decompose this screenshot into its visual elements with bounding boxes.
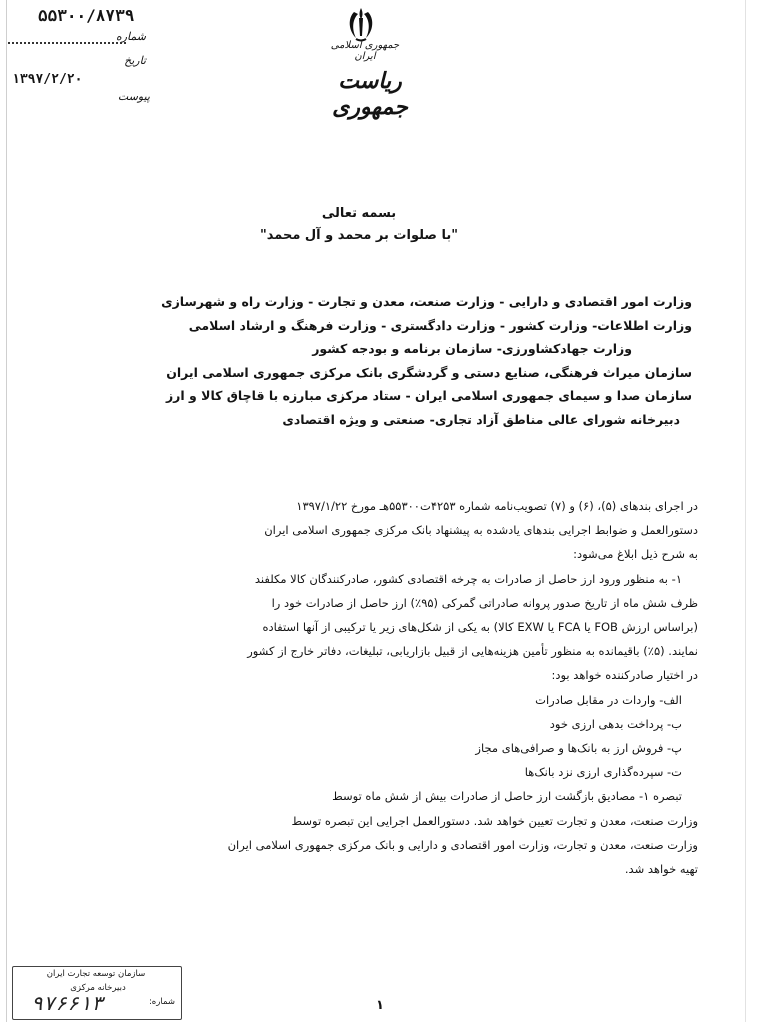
reference-attachment-label: پیوست (117, 90, 150, 103)
note-line: تبصره ۱- مصادیق بازگشت ارز حاصل از صادرات بیش از شش ماه توسط (332, 789, 682, 804)
recipient-line: دبیرخانه شورای عالی مناطق آزاد تجاری- صنعتی و ویژه اقتصادی (282, 411, 680, 427)
page-border-right (745, 0, 746, 1022)
option-line: الف- واردات در مقابل صادرات (535, 692, 682, 707)
reference-dotted-line (8, 42, 126, 44)
reference-number: ۵۵۳۰۰/۸۷۳۹ (38, 6, 135, 25)
option-line: پ- فروش ارز به بانک‌ها و صرافی‌های مجاز (475, 741, 682, 756)
option-line: ت- سپرده‌گذاری ارزی نزد بانک‌ها (524, 765, 682, 780)
page-border-left (6, 0, 7, 1022)
stamp-number-label: شماره: (148, 997, 175, 1007)
clause-line: در اختیار صادرکننده خواهد بود: (551, 668, 698, 683)
intro-line: دستورالعمل و ضوابط اجرایی بندهای یادشده به پیشنهاد بانک مرکزی جمهوری اسلامی ایران (264, 523, 698, 538)
intro-line: در اجرای بندهای (۵)، (۶) و (۷) تصویب‌نامه شماره ۴۲۵۳ت۵۵۳۰۰هـ مورخ ۱۳۹۷/۱/۲۲ (296, 499, 698, 513)
letter-body (78, 494, 698, 881)
bismillah: بسمه تعالی (321, 206, 397, 221)
clause-line: ۱- به منظور ورود ارز حاصل از صادرات به چرخه اقتصادی کشور، صادرکنندگان کالا مکلفند (254, 571, 682, 586)
recipient-line: سازمان صدا و سیمای جمهوری اسلامی ایران - ستاد مرکزی مبارزه با قاچاق کالا و ارز (165, 388, 692, 403)
stamp-office: دبیرخانه مرکزی (70, 983, 126, 993)
page-number: ۱ (376, 998, 384, 1013)
header-office: ریاست جمهوری (332, 68, 408, 120)
reference-date-label: تاریخ (124, 54, 146, 67)
reference-number-label: شماره (115, 30, 146, 43)
iran-emblem-icon (344, 6, 378, 42)
intro-line: به شرح ذیل ابلاغ می‌شود: (573, 547, 698, 562)
recipient-line: سازمان میراث فرهنگی، صنایع دستی و گردشگری بانک مرکزی جمهوری اسلامی ایران (166, 364, 692, 380)
recipient-line: وزارت جهادکشاورزی- سازمان برنامه و بودجه کشور (312, 341, 632, 356)
clause-line: ظرف شش ماه از تاریخ صدور پروانه صادراتی گمرکی (۹۵٪) ارز حاصل از صادرات خود را (271, 595, 698, 610)
clause-line: (براساس ارزش FOB یا FCA یا EXW کالا) به یکی از شکل‌های زیر یا ترکیبی از آنها استفاده (262, 620, 698, 635)
recipient-line: وزارت اطلاعات- وزارت کشور - وزارت دادگستری - وزارت فرهنگ و ارشاد اسلامی (188, 317, 692, 333)
note-line: وزارت صنعت، معدن و تجارت تعیین خواهد شد. دستورالعمل اجرایی این تبصره توسط (291, 813, 698, 828)
stamp-number: ۹۷۶۶۱۳ (31, 991, 104, 1015)
header-country: جمهوری اسلامی ایران (330, 40, 400, 62)
recipients-list (82, 290, 692, 431)
receipt-stamp (12, 966, 182, 1020)
note-line: تهیه خواهد شد. (624, 862, 698, 877)
option-line: ب- پرداخت بدهی ارزی خود (549, 716, 682, 731)
reference-date: ۱۳۹۷/۲/۲۰ (12, 72, 83, 87)
stamp-organization: سازمان توسعه تجارت ایران (46, 969, 146, 979)
salavat: "با صلوات بر محمد و آل محمد" (259, 228, 459, 243)
note-line: وزارت صنعت، معدن و تجارت، وزارت امور اقتصادی و دارایی و بانک مرکزی جمهوری اسلامی ایران (227, 837, 698, 852)
clause-line: نمایند. (۵٪) باقیمانده به منظور تأمین هزینه‌هایی از قبیل بازاریابی، تبلیغات، دفاتر خارج از کشور (247, 644, 698, 659)
recipient-line: وزارت امور اقتصادی و دارایی - وزارت صنعت، معدن و تجارت - وزارت راه و شهرسازی (161, 294, 692, 309)
